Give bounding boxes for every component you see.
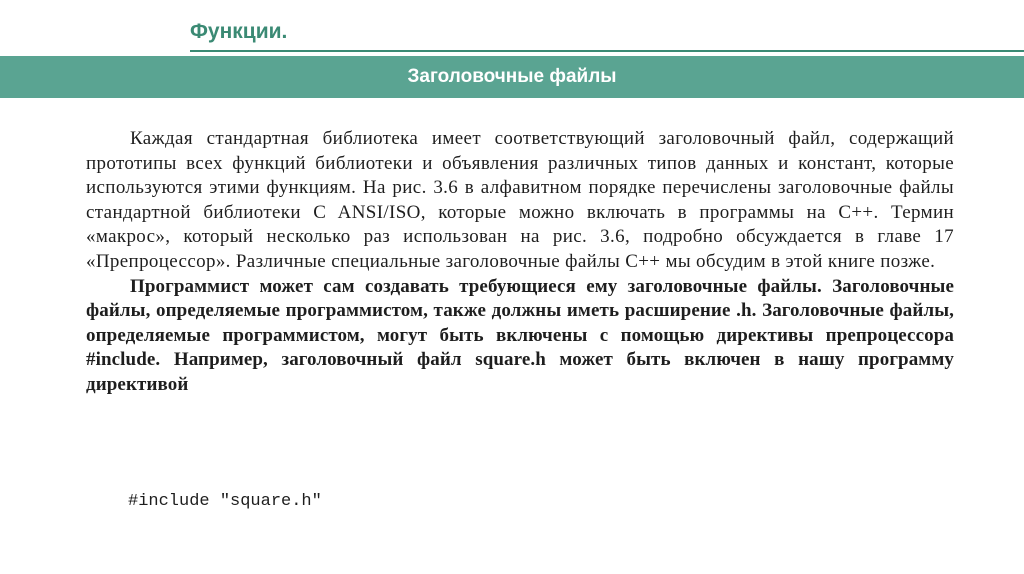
code-example: #include "square.h" [128, 492, 322, 511]
section-title: Функции. [190, 20, 288, 43]
banner-title: Заголовочные файлы [407, 66, 617, 87]
paragraph-custom-headers: Программист может сам создавать требующиеся ему заголовочные файлы. Заголовочные файлы, определяемые программистом, также должны иметь расширение .h. Заголовочные файлы, определяемые программистом, могут быть включены с помощью директивы препроцессора #include. Например, заголовочный файл square.h может быть включен в нашу программу директивой [86, 275, 954, 395]
banner [0, 56, 1024, 98]
paragraph-intro: Каждая стандартная библиотека имеет соответствующий заголовочный файл, содержащий прототипы всех функций библиотеки и объявления различных типов данных и констант, которые используются этими функциям. На рис. 3.6 в алфавитном порядке перечислены заголовочные файлы стандартной библиотеки C ANSI/ISO, которые можно включать в программы на C++. Термин «макрос», который несколько раз использован на рис. 3.6, подробно обсуждается в главе 17 «Препроцессор». Различные специальные заголовочные файлы C++ мы обсудим в этой книге позже. [86, 128, 954, 272]
title-underline [190, 50, 1024, 52]
text-body [86, 127, 954, 398]
